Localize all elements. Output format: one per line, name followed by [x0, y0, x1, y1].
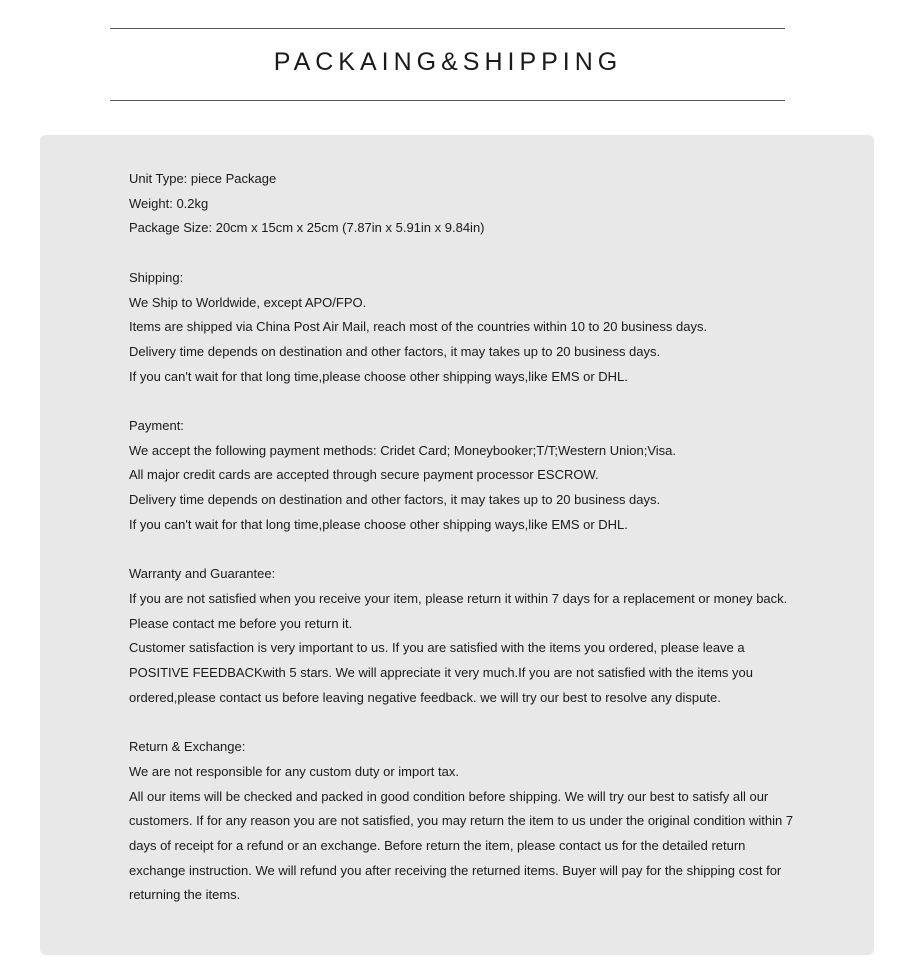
section-line: Please contact me before you return it.	[129, 615, 353, 631]
section-line: Customer satisfaction is very important to us. If you are satisfied with the items you ordered, please leave a	[129, 640, 745, 656]
section-line: If you can't wait for that long time,please choose other shipping ways,like EMS or DHL.	[129, 516, 628, 532]
section-heading: Shipping:	[129, 269, 184, 285]
section-line: If you are not satisfied when you receive your item, please return it within 7 days for a replacement or money back.	[129, 590, 788, 606]
section-heading: Return & Exchange:	[129, 739, 246, 755]
section-heading: Warranty and Guarantee:	[129, 566, 276, 582]
top-divider	[110, 28, 785, 29]
info-content	[129, 167, 829, 908]
section-line: Delivery time depends on destination and other factors, it may takes up to 20 business days.	[129, 343, 661, 359]
package-section	[129, 167, 829, 241]
page-title: PACKAING&SHIPPING	[273, 48, 623, 76]
section-line: All major credit cards are accepted through secure payment processor ESCROW.	[129, 467, 599, 483]
section-line: days of receipt for a refund or an exchange. Before return the item, please contact us for the detailed return	[129, 837, 746, 853]
section-line: All our items will be checked and packed in good condition before shipping. We will try our best to satisfy all our	[129, 788, 769, 804]
section-line: Items are shipped via China Post Air Mail, reach most of the countries within 10 to 20 business days.	[129, 319, 708, 335]
section-line: ordered,please contact us before leaving negative feedback. we will try our best to resolve any dispute.	[129, 689, 721, 705]
return-exchange-section	[129, 735, 829, 908]
info-panel	[40, 135, 874, 955]
shipping-section	[129, 266, 829, 390]
section-line: We Ship to Worldwide, except APO/FPO.	[129, 294, 367, 310]
section-line: exchange instruction. We will refund you after receiving the returned items. Buyer will pay for the shipping cost for	[129, 862, 782, 878]
section-line: POSITIVE FEEDBACKwith 5 stars. We will appreciate it very much.If you are not satisfied with the items you	[129, 665, 753, 681]
section-line: We are not responsible for any custom duty or import tax.	[129, 763, 459, 779]
bottom-divider	[110, 100, 785, 101]
section-line: Delivery time depends on destination and other factors, it may takes up to 20 business days.	[129, 492, 661, 508]
section-line: returning the items.	[129, 887, 241, 903]
weight: Weight: 0.2kg	[129, 195, 209, 211]
payment-section	[129, 414, 829, 538]
package-size: Package Size: 20cm x 15cm x 25cm (7.87in x 5.91in x 9.84in)	[129, 220, 485, 236]
warranty-section	[129, 562, 829, 710]
section-line: customers. If for any reason you are not satisfied, you may return the item to us under the original condition within 7	[129, 813, 794, 829]
section-heading: Payment:	[129, 418, 184, 433]
unit-type: Unit Type: piece Package	[129, 171, 277, 186]
section-line: We accept the following payment methods: Cridet Card; Moneybooker;T/T;Western Union;Visa.	[129, 442, 676, 458]
section-line: If you can't wait for that long time,please choose other shipping ways,like EMS or DHL.	[129, 368, 628, 384]
